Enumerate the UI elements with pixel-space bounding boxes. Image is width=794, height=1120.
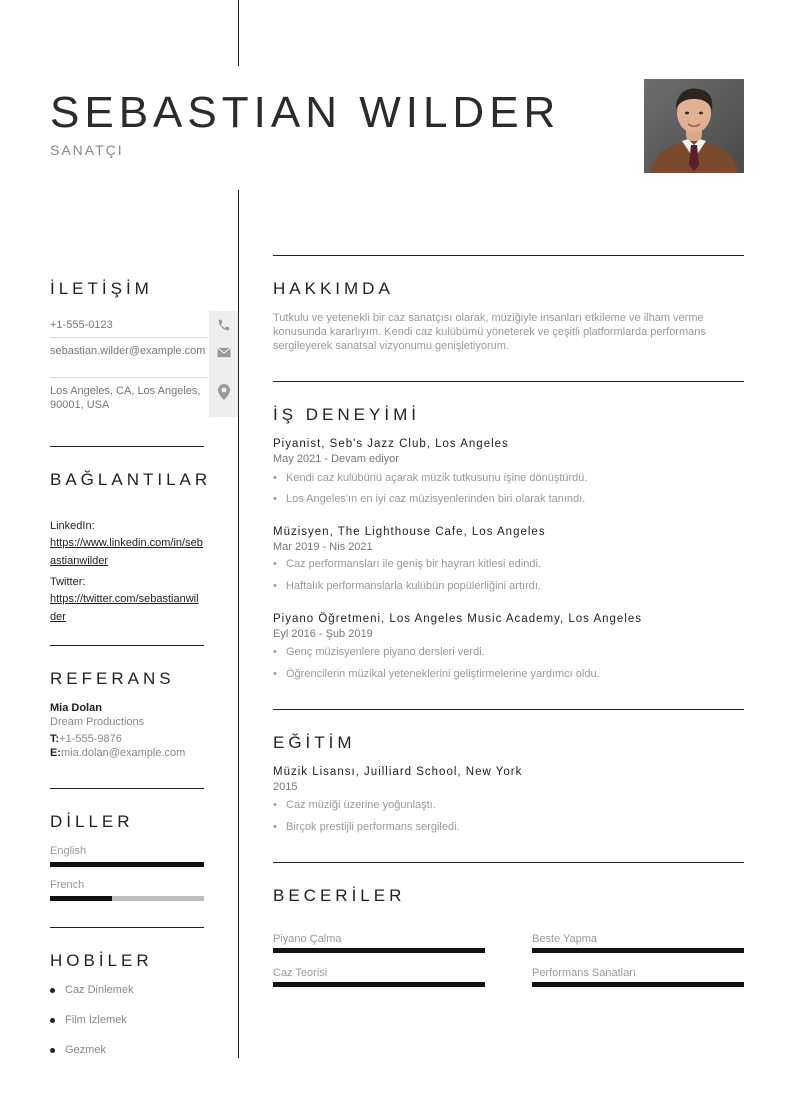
- section-divider: [273, 862, 744, 863]
- language-item: [50, 878, 204, 901]
- contact-divider: [50, 337, 208, 338]
- reference-phone-value: +1-555-9876: [59, 733, 122, 745]
- reference-email-label: E:: [50, 747, 61, 759]
- language-item: [50, 844, 204, 867]
- link-item-twitter: [50, 575, 204, 625]
- section-divider: [273, 255, 744, 256]
- section-divider: [273, 381, 744, 382]
- link-label: LinkedIn:: [50, 520, 95, 532]
- divider-vertical-top: [238, 0, 239, 66]
- education-bullet: [273, 820, 460, 834]
- bullet-icon: •: [273, 668, 277, 680]
- linkedin-link[interactable]: https://www.linkedin.com/in/sebastianwilder: [50, 537, 203, 567]
- divider-vertical: [238, 190, 239, 1058]
- hobby-label: Caz Dinlemek: [65, 984, 134, 996]
- skill-item: [532, 966, 744, 987]
- section-divider: [50, 927, 204, 928]
- link-label: Twitter:: [50, 576, 86, 588]
- job-bullet-text: Los Angeles'ın en iyi caz müzisyenlerinden biri olarak tanındı.: [286, 493, 586, 505]
- about-text: Tutkulu ve yetenekli bir caz sanatçısı olarak, müziğiyle insanları etkileme ve ilham verme konusunda kararlıyım. Kendi caz kulübümü yöneterek ve çeşitli platformlarda performans sergileyerek sanatsal vizyonumu genişletiyorum.: [273, 312, 706, 352]
- skill-item: [273, 932, 485, 953]
- section-divider: [50, 788, 204, 789]
- twitter-link[interactable]: https://twitter.com/sebastianwilder: [50, 593, 199, 623]
- education-bullet: [273, 798, 436, 812]
- job-bullet-text: Kendi caz kulübünü açarak müzik tutkusunu işine dönüştürdü.: [286, 472, 588, 484]
- skills-heading: BECERİLER: [273, 886, 406, 905]
- bullet-icon: [50, 1018, 55, 1023]
- education-bullet-text: Birçok prestijli performans sergiledi.: [286, 821, 460, 833]
- job-title: Piyanist, Seb's Jazz Club, Los Angeles: [273, 438, 509, 450]
- job-date: May 2021 - Devam ediyor: [273, 453, 399, 465]
- language-level-fill: [50, 862, 204, 867]
- bullet-icon: [50, 988, 55, 993]
- hobby-item: [50, 1013, 127, 1027]
- language-level-fill: [50, 896, 112, 901]
- reference-email-value[interactable]: mia.dolan@example.com: [61, 747, 186, 759]
- reference-name: Mia Dolan: [50, 702, 102, 714]
- skill-bar: [273, 948, 485, 953]
- section-divider: [273, 709, 744, 710]
- job-bullet-text: Caz performansları ile geniş bir hayran kitlesi edindi.: [286, 558, 541, 570]
- language-name: French: [50, 879, 85, 891]
- job-date: Mar 2019 - Nis 2021: [273, 541, 373, 553]
- contact-phone-text: +1-555-0123: [50, 319, 113, 331]
- contact-divider: [50, 377, 208, 378]
- reference-phone: [50, 732, 204, 746]
- hobby-item: [50, 1043, 106, 1057]
- mail-icon: [209, 338, 238, 366]
- job-bullet: [273, 579, 541, 593]
- skill-bar: [532, 982, 744, 987]
- about-heading: HAKKIMDA: [273, 279, 394, 298]
- languages-heading: DİLLER: [50, 812, 134, 831]
- job-bullet: [273, 557, 541, 571]
- bullet-icon: •: [273, 472, 277, 484]
- skill-label: Piyano Çalma: [273, 933, 342, 945]
- hobby-item: [50, 983, 133, 997]
- reference-entry: [50, 701, 204, 760]
- hobbies-heading: HOBİLER: [50, 951, 153, 970]
- bullet-icon: •: [273, 821, 277, 833]
- skill-label: Caz Teorisi: [273, 967, 328, 979]
- contact-address-text: Los Angeles, CA, Los Angeles, 90001, USA: [50, 385, 201, 411]
- contact-heading: İLETİŞİM: [50, 279, 153, 298]
- section-divider: [50, 645, 204, 646]
- resume-name: SEBASTIAN WILDER: [50, 88, 561, 137]
- job-date: Eyl 2016 - Şub 2019: [273, 628, 373, 640]
- job-bullet: [273, 492, 585, 506]
- skill-label: Beste Yapma: [532, 933, 598, 945]
- skill-bar: [532, 948, 744, 953]
- reference-phone-label: T:: [50, 733, 60, 745]
- reference-company: Dream Productions: [50, 716, 145, 728]
- links-heading: BAĞLANTILAR: [50, 470, 212, 489]
- job-bullet-text: Haftalık performanslarla kulübün popülerliğini artırdı.: [286, 580, 541, 592]
- bullet-icon: •: [273, 646, 277, 658]
- job-bullet: [273, 471, 587, 485]
- contact-email-text[interactable]: sebastian.wilder@example.com: [50, 345, 206, 357]
- job-title: Müzisyen, The Lighthouse Cafe, Los Angeles: [273, 526, 546, 538]
- skill-bar: [273, 982, 485, 987]
- references-heading: REFERANS: [50, 669, 175, 688]
- job-bullet-text: Öğrencilerin müzikal yeteneklerini geliştirmelerine yardımcı oldu.: [286, 668, 600, 680]
- bullet-icon: •: [273, 493, 277, 505]
- skill-label: Performans Sanatları: [532, 967, 636, 979]
- hobby-label: Film İzlemek: [65, 1014, 127, 1026]
- skill-item: [273, 966, 485, 987]
- phone-icon: [209, 311, 238, 338]
- education-bullet-text: Caz müziği üzerine yoğunlaştı.: [286, 799, 436, 811]
- profile-photo: [644, 79, 744, 173]
- bullet-icon: •: [273, 558, 277, 570]
- education-degree: Müzik Lisansı, Juilliard School, New York: [273, 766, 523, 778]
- job-title: Piyano Öğretmeni, Los Angeles Music Academy, Los Angeles: [273, 613, 643, 625]
- education-year: 2015: [273, 781, 298, 793]
- reference-email: [50, 746, 204, 760]
- language-level-bar: [50, 862, 204, 867]
- skill-item: [532, 932, 744, 953]
- location-icon: [209, 366, 238, 417]
- education-heading: EĞİTİM: [273, 733, 356, 752]
- language-level-bar: [50, 896, 204, 901]
- bullet-icon: •: [273, 580, 277, 592]
- resume-title: SANATÇI: [50, 142, 124, 158]
- job-bullet: [273, 645, 485, 659]
- language-name: English: [50, 845, 87, 857]
- hobby-label: Gezmek: [65, 1044, 106, 1056]
- bullet-icon: [50, 1048, 55, 1053]
- job-bullet-text: Genç müzisyenlere piyano dersleri verdi.: [286, 646, 485, 658]
- link-item-linkedin: [50, 519, 204, 569]
- section-divider: [50, 446, 204, 447]
- job-bullet: [273, 667, 600, 681]
- bullet-icon: •: [273, 799, 277, 811]
- experience-heading: İŞ DENEYİMİ: [273, 405, 420, 424]
